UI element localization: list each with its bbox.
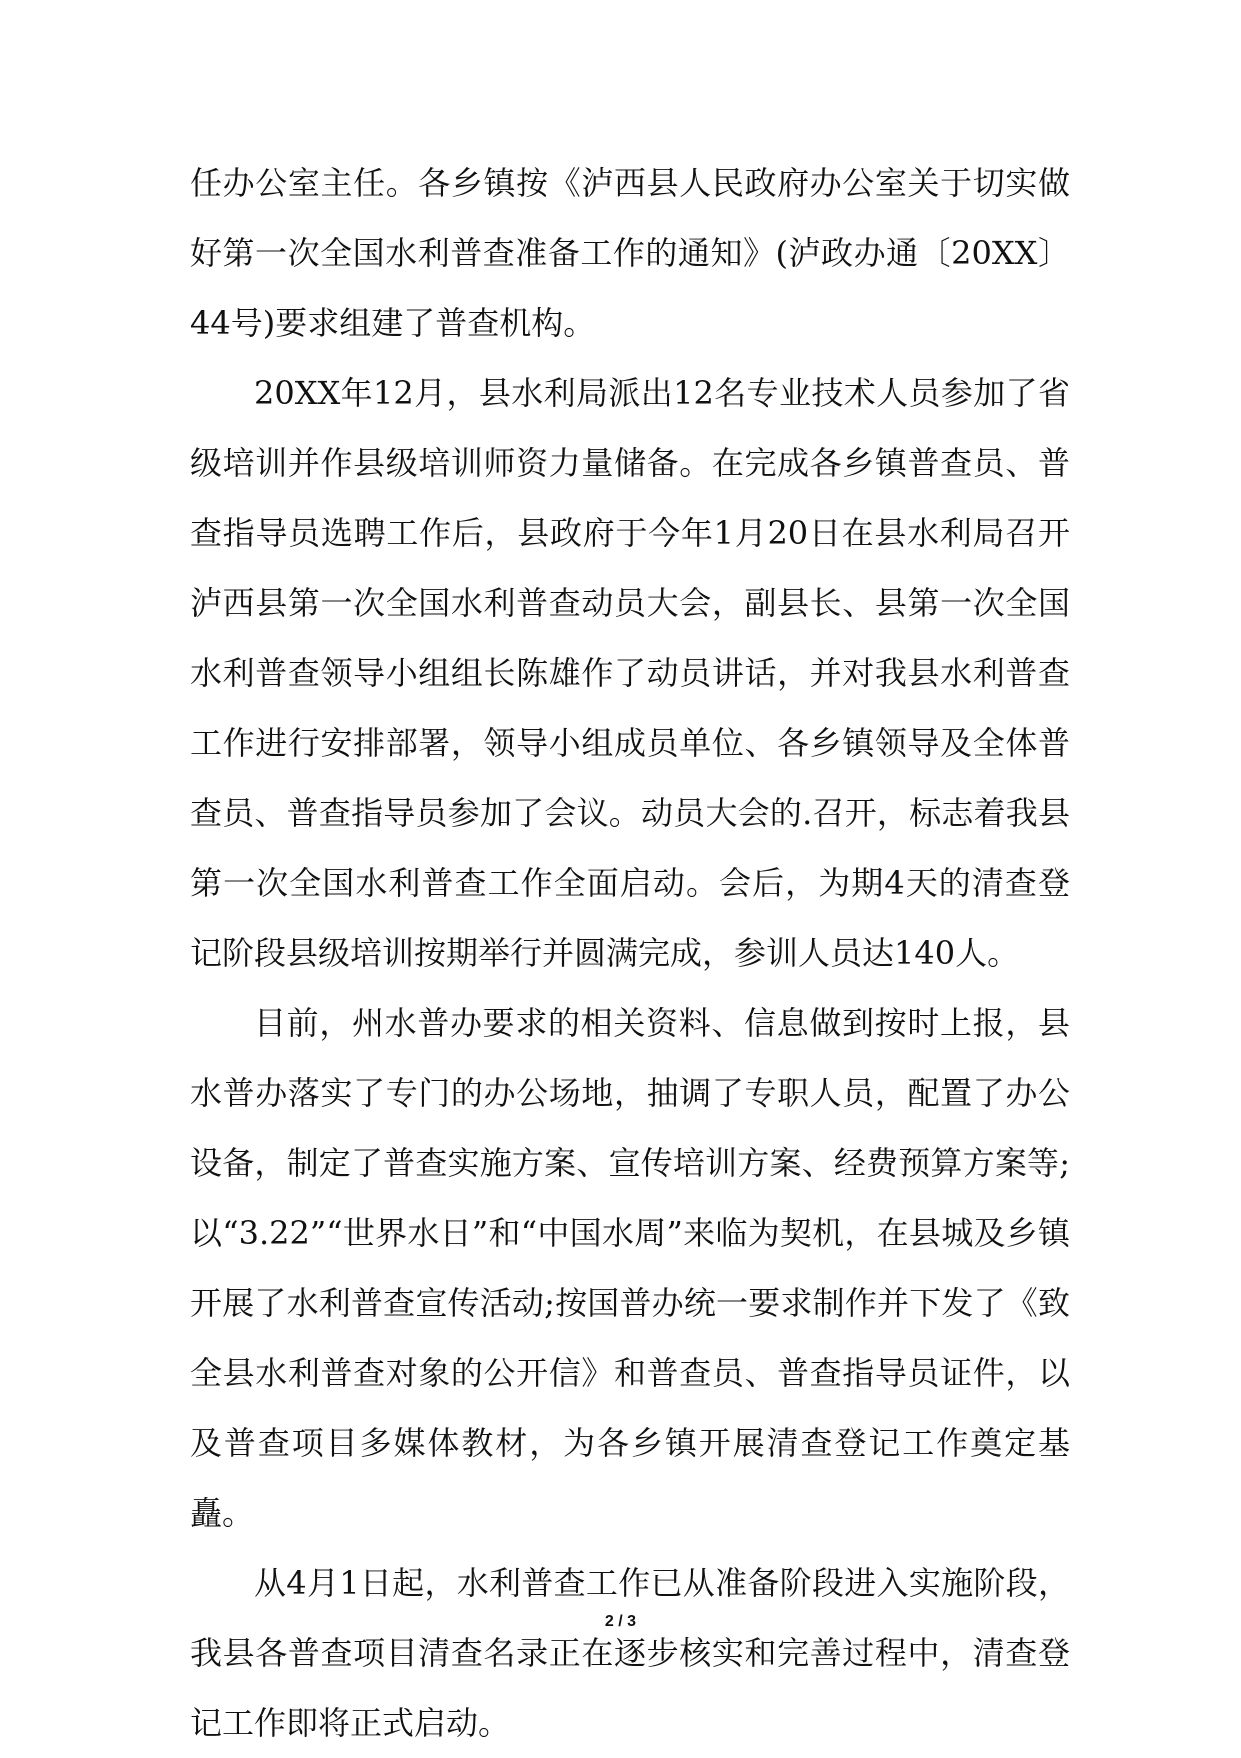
paragraph-progress: 目前，州水普办要求的相关资料、信息做到按时上报，县水普办落实了专门的办公场地，抽调了专职人员，配置了办公设备，制定了普查实施方案、宣传培训方案、经费预算方案等;以“3.22”“世界水日”和“中国水周”来临为契机，在县城及乡镇开展了水利普查宣传活动;按国普办统一要求制作并下发了《致全县水利普查对象的公开信》和普查员、普查指导员证件，以及普查项目多媒体教材，为各乡镇开展清查登记工作奠定基矗。 — [190, 1004, 1070, 1532]
page-number: 2 / 3 — [604, 1613, 637, 1630]
paragraph-training: 20XX年12月，县水利局派出12名专业技术人员参加了省级培训并作县级培训师资力量储备。在完成各乡镇普查员、普查指导员选聘工作后，县政府于今年1月20日在县水利局召开泸西县第一次全国水利普查动员大会，副县长、县第一次全国水利普查领导小组组长陈雄作了动员讲话，并对我县水利普查工作进行安排部署，领导小组成员单位、各乡镇领导及全体普查员、普查指导员参加了会议。动员大会的.召开，标志着我县第一次全国水利普查工作全面启动。会后，为期4天的清查登记阶段县级培训按期举行并圆满完成，参训人员达140人。 — [190, 374, 1070, 972]
paragraph-continuation: 任办公室主任。各乡镇按《泸西县人民政府办公室关于切实做好第一次全国水利普查准备工作的通知》(泸政办通〔20XX〕44号)要求组建了普查机构。 — [190, 164, 1070, 342]
document-body — [190, 148, 1070, 1758]
paragraph-implementation: 从4月1日起，水利普查工作已从准备阶段进入实施阶段，我县各普查项目清查名录正在逐步核实和完善过程中，清查登记工作即将正式启动。 — [190, 1564, 1070, 1742]
